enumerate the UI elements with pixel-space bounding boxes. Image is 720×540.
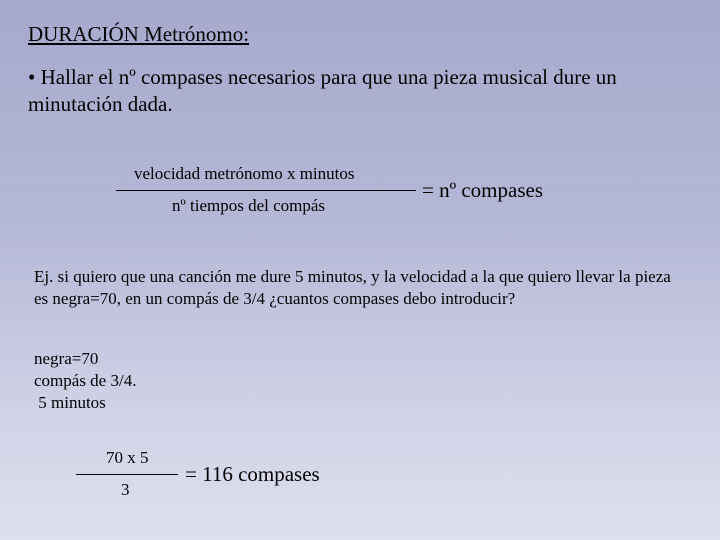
formula-numerator: velocidad metrónomo x minutos <box>134 164 355 183</box>
calc-fraction-line <box>76 474 178 475</box>
calc-denominator: 3 <box>121 480 130 499</box>
slide-title: DURACIÓN Metrónomo: <box>28 22 250 46</box>
example-data <box>34 348 136 414</box>
data-line: compás de 3/4. <box>34 371 137 390</box>
calc-result: = 116 compases <box>185 462 320 486</box>
bullet-point: • Hallar el nº compases necesarios para que una pieza musical dure un minutación dada. <box>28 65 617 116</box>
calc-numerator: 70 x 5 <box>106 448 149 467</box>
example-text: Ej. si quiero que una canción me dure 5 minutos, y la velocidad a la que quiero llevar la pieza es negra=70, en un compás de 3/4 ¿cuantos compases debo introducir? <box>34 267 671 308</box>
data-line: negra=70 <box>34 349 99 368</box>
data-line: 5 minutos <box>34 393 106 412</box>
formula-result: = nº compases <box>422 178 543 202</box>
formula-fraction-line <box>116 190 416 191</box>
formula-denominator: nº tiempos del compás <box>172 196 326 215</box>
